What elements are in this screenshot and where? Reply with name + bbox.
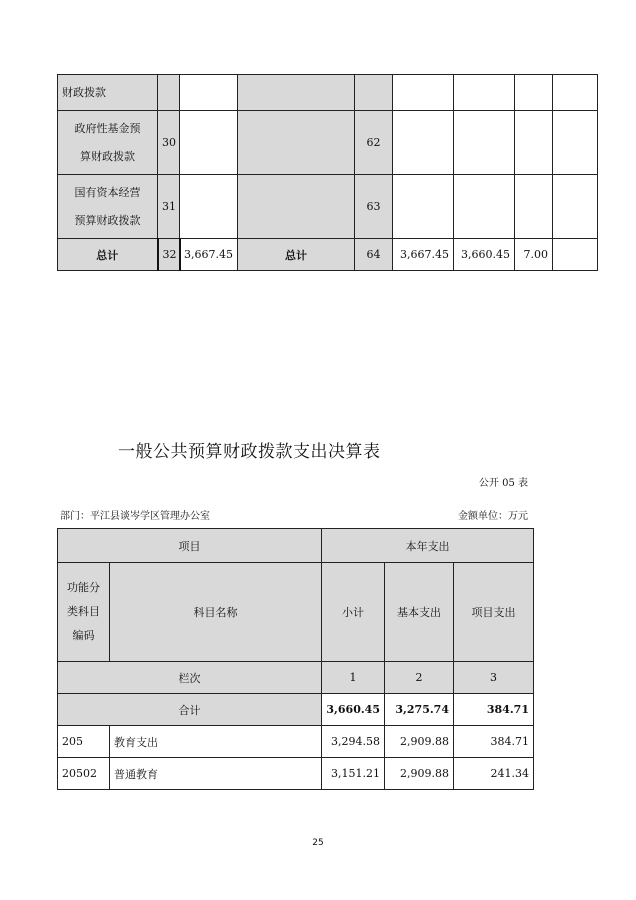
total-subtotal: 3,660.45 bbox=[322, 694, 385, 726]
row-subtotal: 3,294.58 bbox=[322, 726, 385, 758]
amount-cell: 3,667.45 bbox=[180, 239, 238, 271]
row-label bbox=[58, 175, 158, 239]
right-row-number: 62 bbox=[355, 111, 393, 175]
table-row bbox=[58, 175, 598, 239]
lanci-row bbox=[58, 662, 534, 694]
right-label-cell bbox=[238, 175, 355, 239]
header-subtotal: 小计 bbox=[322, 563, 385, 662]
header-item: 项目 bbox=[58, 529, 322, 563]
header-row bbox=[58, 563, 534, 662]
table-row bbox=[58, 758, 534, 790]
total-value-3: 7.00 bbox=[515, 239, 553, 271]
total-basic: 3,275.74 bbox=[385, 694, 454, 726]
row-number: 31 bbox=[158, 175, 180, 239]
total-value-1: 3,667.45 bbox=[393, 239, 454, 271]
lanci-label: 栏次 bbox=[58, 662, 322, 694]
row-number: 32 bbox=[158, 239, 180, 271]
total-project: 384.71 bbox=[454, 694, 534, 726]
row-label-line1: 国有资本经营 bbox=[74, 185, 141, 199]
header-function-code: 功能分 类科目 编码 bbox=[58, 563, 110, 662]
department-label: 部门：平江县谈岑学区管理办公室 bbox=[60, 511, 210, 522]
row-label: 财政拨款 bbox=[58, 75, 158, 111]
amount-cell bbox=[180, 175, 238, 239]
header-subject-name: 科目名称 bbox=[110, 563, 322, 662]
table-row-total bbox=[58, 239, 598, 271]
row-code: 205 bbox=[58, 726, 110, 758]
header-row bbox=[58, 529, 534, 563]
lanci-3: 3 bbox=[454, 662, 534, 694]
table-title: 一般公共预算财政拨款支出决算表 bbox=[118, 442, 381, 462]
total-label: 合计 bbox=[58, 694, 322, 726]
table-row bbox=[58, 75, 598, 111]
row-basic: 2,909.88 bbox=[385, 726, 454, 758]
right-row-number: 64 bbox=[355, 239, 393, 271]
table-row bbox=[58, 726, 534, 758]
right-label-cell bbox=[238, 111, 355, 175]
header-year-expense: 本年支出 bbox=[322, 529, 534, 563]
row-project: 241.34 bbox=[454, 758, 534, 790]
total-label: 总计 bbox=[58, 239, 158, 271]
header-project: 项目支出 bbox=[454, 563, 534, 662]
expenditure-table bbox=[57, 528, 534, 790]
row-number bbox=[158, 75, 180, 111]
lanci-2: 2 bbox=[385, 662, 454, 694]
row-label-line1: 政府性基金预 bbox=[74, 121, 141, 135]
total-row bbox=[58, 694, 534, 726]
row-label bbox=[58, 111, 158, 175]
row-label-line2: 算财政拨款 bbox=[80, 149, 135, 163]
row-subtotal: 3,151.21 bbox=[322, 758, 385, 790]
fiscal-summary-table bbox=[57, 74, 598, 271]
page-number: 25 bbox=[312, 838, 324, 848]
form-number: 公开 05 表 bbox=[478, 478, 528, 489]
row-code: 20502 bbox=[58, 758, 110, 790]
header-basic: 基本支出 bbox=[385, 563, 454, 662]
table-row bbox=[58, 111, 598, 175]
right-total-label: 总计 bbox=[238, 239, 355, 271]
unit-label: 金额单位：万元 bbox=[458, 511, 528, 522]
right-row-number: 63 bbox=[355, 175, 393, 239]
amount-cell bbox=[180, 111, 238, 175]
row-name: 教育支出 bbox=[110, 726, 322, 758]
total-value-2: 3,660.45 bbox=[454, 239, 515, 271]
row-number: 30 bbox=[158, 111, 180, 175]
row-label-line2: 预算财政拨款 bbox=[74, 213, 141, 227]
amount-cell bbox=[180, 75, 238, 111]
total-value-4 bbox=[553, 239, 598, 271]
row-name: 普通教育 bbox=[110, 758, 322, 790]
right-label-cell bbox=[238, 75, 355, 111]
right-row-number bbox=[355, 75, 393, 111]
row-basic: 2,909.88 bbox=[385, 758, 454, 790]
row-project: 384.71 bbox=[454, 726, 534, 758]
lanci-1: 1 bbox=[322, 662, 385, 694]
